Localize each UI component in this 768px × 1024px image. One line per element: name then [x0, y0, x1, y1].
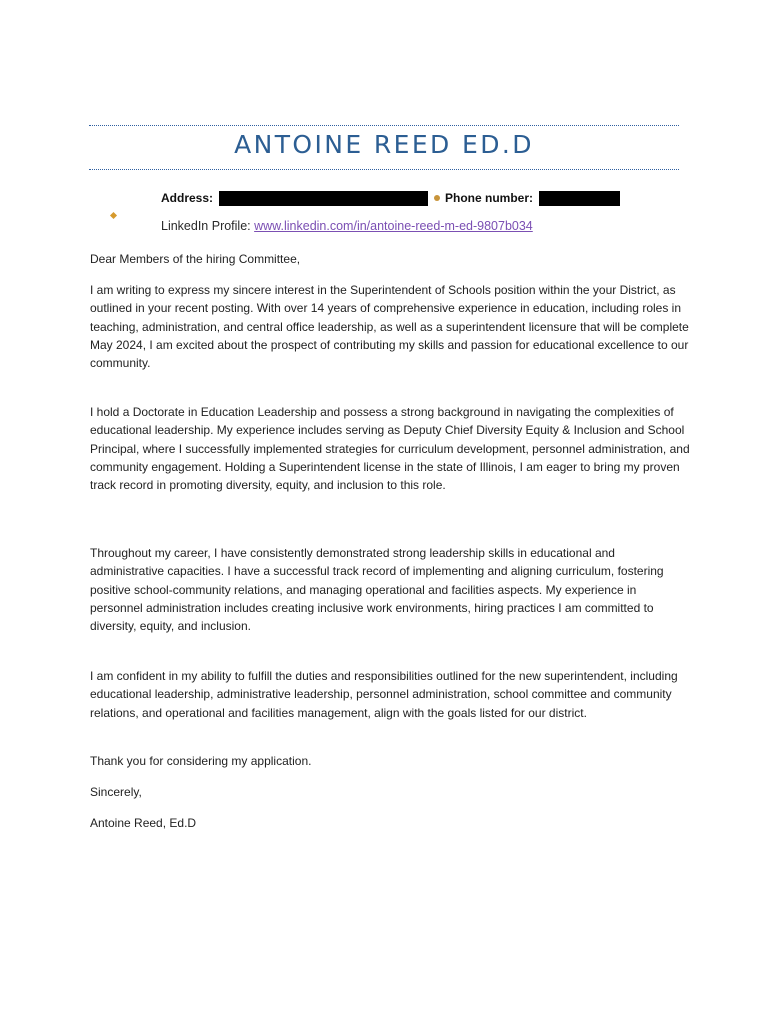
signature: Antoine Reed, Ed.D	[90, 816, 197, 830]
applicant-name: ANTOINE REED ED.D	[234, 130, 534, 159]
contact-row	[161, 189, 620, 207]
salutation: Dear Members of the hiring Committee,	[90, 252, 301, 266]
linkedin-line	[161, 219, 533, 233]
closing-line: Sincerely,	[90, 785, 142, 799]
address-label: Address:	[161, 191, 214, 205]
linkedin-link[interactable]: www.linkedin.com/in/antoine-reed-m-ed-9807b034	[254, 219, 533, 233]
address-redaction	[219, 191, 428, 206]
bullet-icon	[434, 195, 440, 201]
header-rule-top	[89, 125, 679, 126]
paragraph-2: I hold a Doctorate in Education Leadership and possess a strong background in navigating the complexities of educational leadership. My experience includes serving as Deputy Chief Diversity Equity & Inclusion and School Principal, where I successfully implemented strategies for curriculum development, personnel administration, and community engagement. Holding a Superintendent license in the state of Illinois, I am eager to bring my proven track record in promoting diversity, equity, and inclusion to this role.	[90, 405, 690, 493]
thanks-line: Thank you for considering my application.	[90, 754, 312, 768]
paragraph-1: I am writing to express my sincere interest in the Superintendent of Schools position within the your District, as outlined in your recent posting. With over 14 years of comprehensive experience in education, including roles in teaching, administration, and central office leadership, as well as a superintendent licensure that will be complete May 2024, I am excited about the prospect of contributing my skills and passion for educational excellence to our community.	[90, 283, 689, 371]
paragraph-3: Throughout my career, I have consistently demonstrated strong leadership skills in educational and administrative capacities. I have a successful track record of implementing and aligning curriculum, fostering positive school-community relations, and managing operational and facilities aspects. My experience in personnel administration includes creating inclusive work environments, hiring practices I am committed to diversity, equity, and inclusion.	[90, 546, 664, 634]
phone-redaction	[539, 191, 620, 206]
diamond-bullet-icon	[110, 212, 117, 219]
paragraph-4: I am confident in my ability to fulfill the duties and responsibilities outlined for the new superintendent, including educational leadership, administrative leadership, personnel administration, school committee and community relations, and operational and facilities management, align with the goals listed for our district.	[90, 669, 678, 720]
linkedin-label: LinkedIn Profile:	[161, 219, 251, 233]
header-rule-bottom	[89, 169, 679, 170]
phone-label: Phone number:	[445, 191, 534, 205]
